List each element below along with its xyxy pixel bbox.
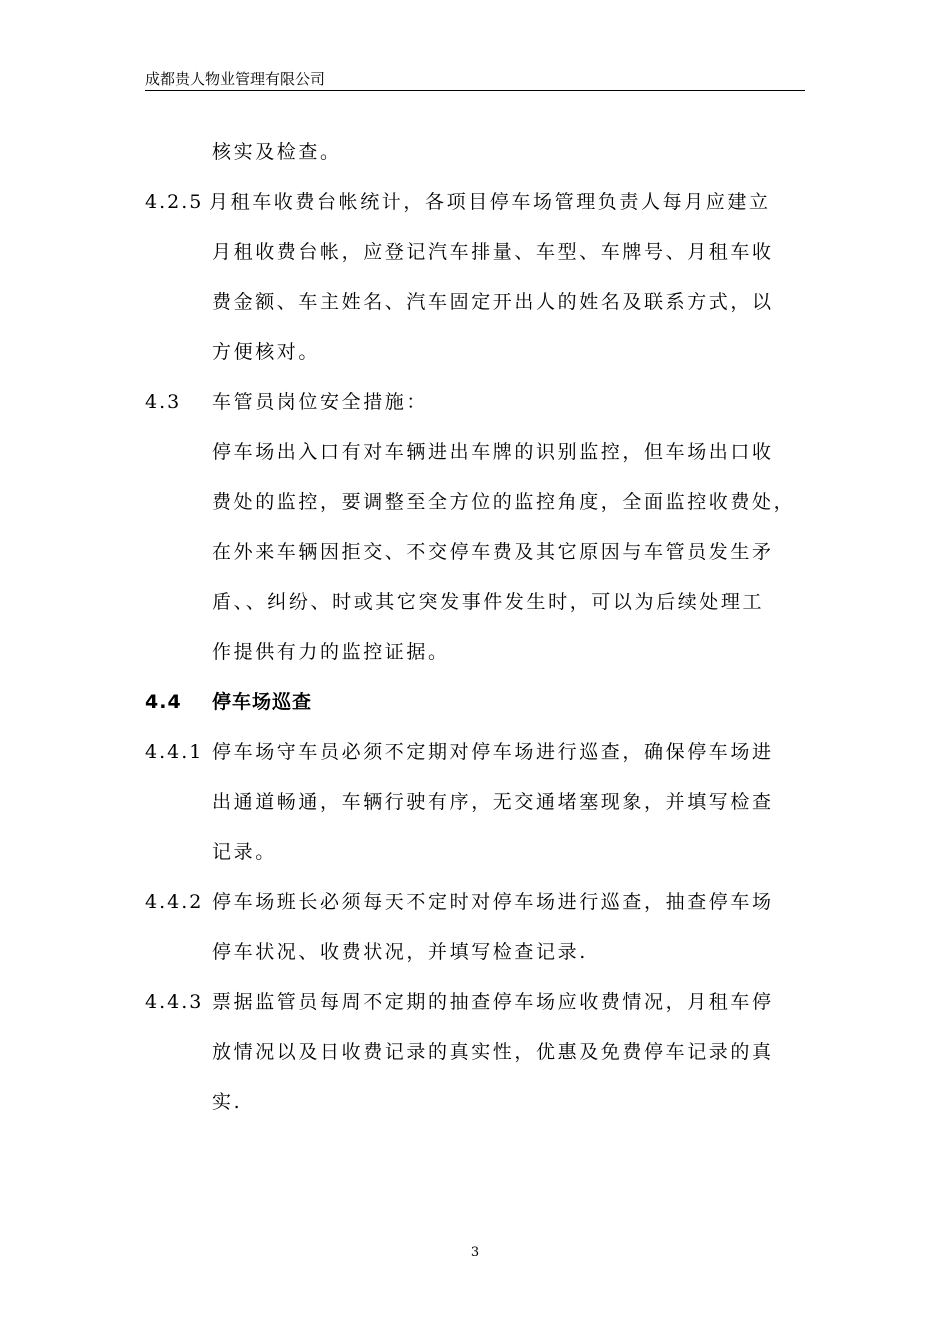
- text-line: [145, 477, 810, 527]
- text-line: [145, 827, 810, 877]
- paragraph-text: 停车状况、收费状况，并填写检查记录.: [212, 941, 588, 963]
- paragraph-text: 票据监管员每周不定期的抽查停车场应收费情况，月租车停: [212, 991, 774, 1013]
- paragraph-text: 盾、、纠纷、时或其它突发事件发生时，可以为后续处理工: [212, 591, 765, 613]
- paragraph-text: 月租收费台帐，应登记汽车排量、车型、车牌号、月租车收: [212, 241, 774, 263]
- text-line: [145, 427, 810, 477]
- text-line: [145, 227, 810, 277]
- text-line: [145, 327, 810, 377]
- section-heading: 停车场巡查: [212, 691, 313, 713]
- clause-number: 4.2.5: [145, 191, 204, 213]
- paragraph-text: 停车场班长必须每天不定时对停车场进行巡查，抽查停车场: [212, 891, 774, 913]
- page-number: 3: [470, 1245, 480, 1260]
- text-line: [145, 177, 810, 227]
- text-line: [145, 1077, 810, 1127]
- paragraph-text: 在外来车辆因拒交、不交停车费及其它原因与车管员发生矛: [212, 541, 774, 563]
- text-line: [145, 1027, 810, 1077]
- text-line: [145, 377, 810, 427]
- paragraph-text: 费金额、车主姓名、汽车固定开出人的姓名及联系方式，以: [212, 291, 774, 313]
- company-name: 成都贵人物业管理有限公司: [145, 70, 326, 88]
- text-line: [145, 627, 810, 677]
- paragraph-text: 月租车收费台帐统计，各项目停车场管理负责人每月应建立: [209, 191, 771, 213]
- text-line: [145, 127, 810, 177]
- clause-number: 4.4.1: [145, 741, 204, 763]
- section-title: 车管员岗位安全措施：: [212, 391, 429, 413]
- text-line: [145, 677, 810, 727]
- text-line: [145, 977, 810, 1027]
- document-body: [145, 127, 810, 1127]
- text-line: [145, 877, 810, 927]
- paragraph-text: 记录。: [212, 841, 277, 863]
- paragraph-text: 核实及检查。: [212, 141, 342, 163]
- text-line: [145, 727, 810, 777]
- clause-number: 4.3: [145, 391, 182, 413]
- paragraph-text: 实.: [212, 1091, 243, 1113]
- text-line: [145, 277, 810, 327]
- section-number: 4.4: [145, 691, 182, 713]
- paragraph-text: 费处的监控，要调整至全方位的监控角度，全面监控收费处，: [212, 491, 796, 513]
- paragraph-text: 作提供有力的监控证据。: [212, 641, 450, 663]
- paragraph-text: 停车场出入口有对车辆进出车牌的识别监控，但车场出口收: [212, 441, 774, 463]
- text-line: [145, 927, 810, 977]
- clause-number: 4.4.3: [145, 991, 204, 1013]
- text-line: [145, 777, 810, 827]
- clause-number: 4.4.2: [145, 891, 204, 913]
- paragraph-text: 放情况以及日收费记录的真实性，优惠及免费停车记录的真: [212, 1041, 774, 1063]
- paragraph-text: 方便核对。: [212, 341, 321, 363]
- paragraph-text: 出通道畅通，车辆行驶有序，无交通堵塞现象，并填写检查: [212, 791, 774, 813]
- text-line: [145, 577, 810, 627]
- text-line: [145, 527, 810, 577]
- paragraph-text: 停车场守车员必须不定期对停车场进行巡查，确保停车场进: [212, 741, 774, 763]
- page-header: [145, 68, 805, 91]
